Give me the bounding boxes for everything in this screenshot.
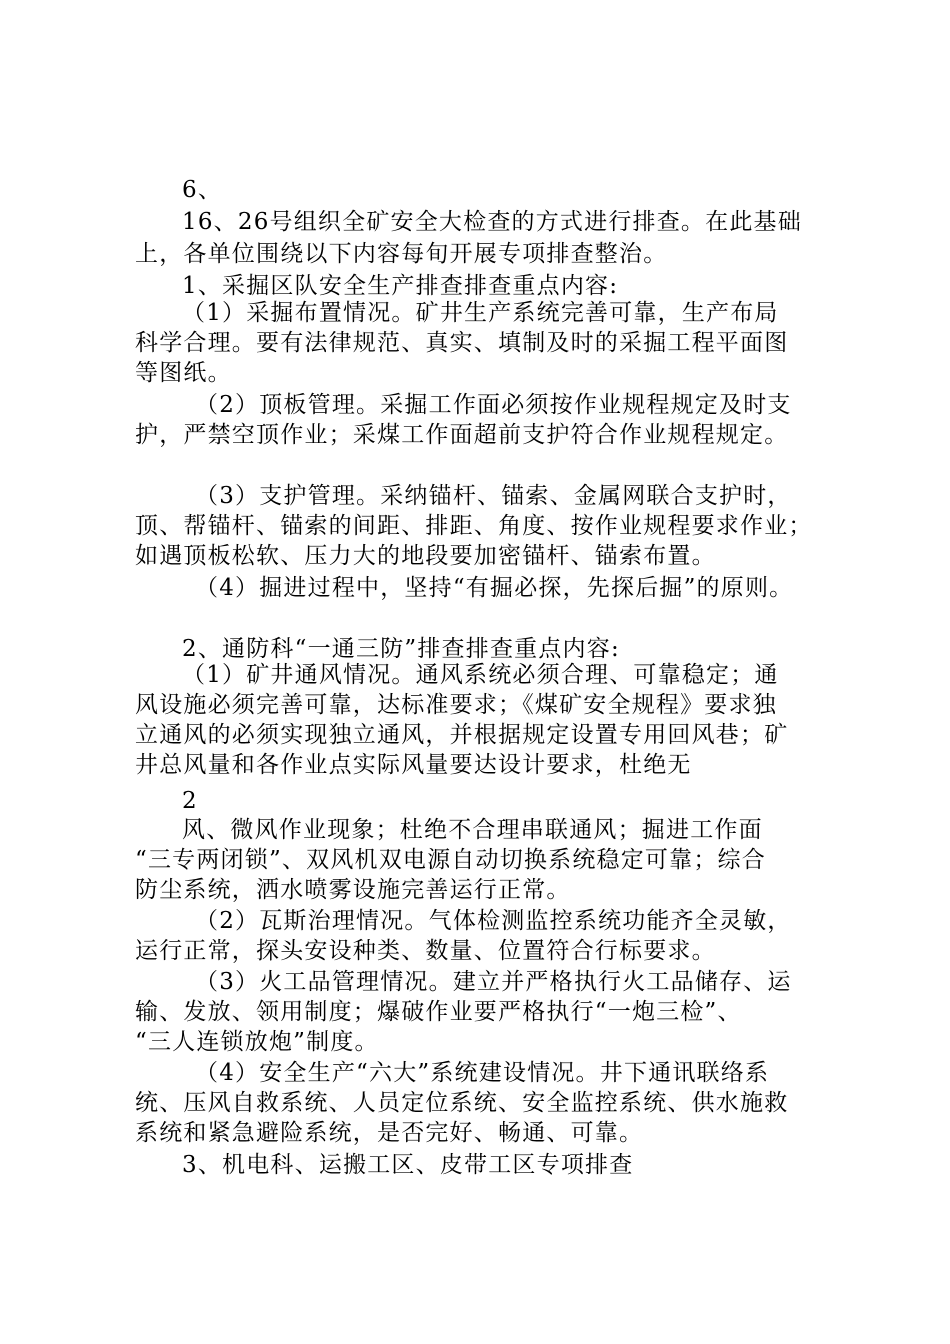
- doc-line: 防尘系统，洒水喷雾设施完善运行正常。: [135, 877, 571, 903]
- doc-line: （2）瓦斯治理情况。气体检测监控系统功能齐全灵敏，: [195, 908, 792, 934]
- doc-line: （4）掘进过程中，坚持“有掘必探，先探后掘”的原则。: [195, 575, 794, 601]
- doc-line: 井总风量和各作业点实际风量要达设计要求，杜绝无: [135, 752, 692, 778]
- doc-line: 风设施必须完善可靠，达标准要求；《煤矿安全规程》要求独: [135, 692, 777, 718]
- doc-line: （3）火工品管理情况。建立并严格执行火工品储存、运: [195, 969, 792, 995]
- doc-line: 系统和紧急避险系统，是否完好、畅通、可靠。: [135, 1120, 644, 1146]
- doc-line: （1）矿井通风情况。通风系统必须合理、可靠稳定；通: [182, 662, 779, 688]
- doc-line: 输、发放、领用制度；爆破作业要严格执行“一炮三检”、: [135, 999, 742, 1025]
- doc-line: 3、机电科、运搬工区、皮带工区专项排查: [182, 1152, 634, 1178]
- doc-line: （1）采掘布置情况。矿井生产系统完善可靠，生产布局: [182, 300, 779, 326]
- doc-line: 16、26号组织全矿安全大检查的方式进行排查。在此基础: [182, 209, 802, 235]
- doc-line: 科学合理。要有法律规范、真实、填制及时的采掘工程平面图: [135, 330, 789, 356]
- doc-line: （4）安全生产“六大”系统建设情况。井下通讯联络系: [195, 1060, 770, 1086]
- doc-line: “三人连锁放炮”制度。: [135, 1029, 379, 1055]
- doc-line: （3）支护管理。采纳锚杆、锚索、金属网联合支护时，: [195, 483, 792, 509]
- doc-line: 统、压风自救系统、人员定位系统、安全监控系统、供水施救: [135, 1090, 789, 1116]
- doc-line: 如遇顶板松软、压力大的地段要加密锚杆、锚索布置。: [135, 543, 716, 569]
- doc-line: 护，严禁空顶作业；采煤工作面超前支护符合作业规程规定。: [135, 422, 789, 448]
- doc-line: 运行正常，探头安设种类、数量、位置符合行标要求。: [135, 938, 716, 964]
- doc-line: 风、微风作业现象；杜绝不合理串联通风；掘进工作面: [182, 817, 763, 843]
- doc-line: 2、通防科“一通三防”排查排查重点内容:: [182, 636, 620, 662]
- doc-line: 6、: [182, 177, 223, 203]
- doc-line: 上，各单位围绕以下内容每旬开展专项排查整治。: [135, 241, 668, 267]
- doc-line: 顶、帮锚杆、锚索的间距、排距、角度、按作业规程要求作业；: [135, 513, 813, 539]
- page-number: 2: [182, 788, 198, 814]
- doc-line: 1、采掘区队安全生产排查排查重点内容:: [182, 273, 619, 299]
- doc-line: “三专两闭锁”、双风机双电源自动切换系统稳定可靠；综合: [135, 847, 766, 873]
- doc-line: 等图纸。: [135, 360, 232, 386]
- doc-line: （2）顶板管理。采掘工作面必须按作业规程规定及时支: [195, 392, 792, 418]
- doc-line: 立通风的必须实现独立通风，并根据规定设置专用回风巷；矿: [135, 722, 789, 748]
